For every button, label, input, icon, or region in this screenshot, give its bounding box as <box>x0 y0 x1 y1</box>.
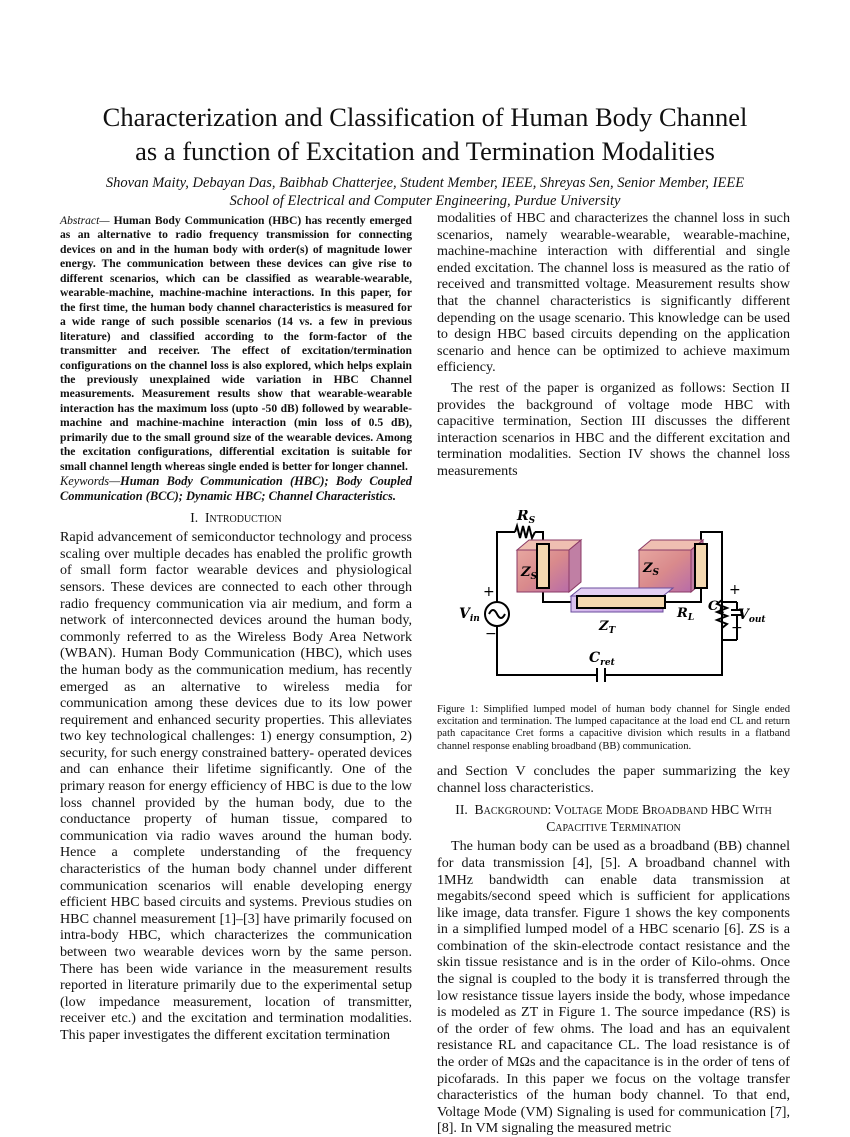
title-line-2: as a function of Excitation and Termination Modalities <box>135 136 715 166</box>
keywords-text: Human Body Communication (HBC); Body Coupled Communication (BCC); Dynamic HBC; Channel Characteristics. <box>60 474 412 504</box>
vout-minus: − <box>731 619 743 636</box>
vin-plus: + <box>483 583 495 600</box>
author-block <box>40 174 810 210</box>
abstract <box>60 214 412 474</box>
figure-1 <box>437 510 790 690</box>
abstract-text: Human Body Communication (HBC) has recently emerged as an alternative to radio frequency transmission for connecting devices on and in the human body with order(s) of magnitude lower energy. The communication between these devices can give rise to different scenarios, which can be classified as wearable-wearable, wearable-machine, machine-machine interactions. In this paper, for the first time, the human body channel characteristics is measured for a wide range of such possible scenarios (14 vs. a few in previous literature) and classified according to the form-factor of the transmitter and receiver. The effect of excitation/termination configurations on the channel loss is also explored, which helps explain the previously unexplained wide variation in HBC Channel measurements. Measurement results show that wearable-wearable interaction has the maximum loss (upto -50 dB) followed by wearable-machine and machine-machine interaction (min loss of 0.5 dB), primarily due to the small ground size of the wearable devices. Among the excitation configurations, differential excitation is suitable for small channel length whereas single ended is better for longer channel. <box>60 214 412 473</box>
keywords <box>60 474 412 504</box>
paper-title <box>40 100 810 168</box>
figure-1-caption: Figure 1: Simplified lumped model of human body channel for Single ended excitation and termination. The lumped capacitance at the load end CL and return path capacitance Cret forms a capacitive division which results in a flatband channel response enabling broadband (BB) communication. <box>437 703 790 752</box>
label-vin: $V_{in}$ <box>459 605 480 624</box>
label-rl: $R_L$ <box>677 605 695 623</box>
label-cl: $C_L$ <box>708 598 725 616</box>
vin-minus: − <box>485 625 497 642</box>
voltage-source <box>485 602 509 626</box>
author-affiliation: School of Electrical and Computer Engineering, Purdue University <box>229 193 621 209</box>
title-line-1: Characterization and Classification of Human Body Channel <box>102 102 748 132</box>
right-paragraph-3: and Section V concludes the paper summarizing the key channel loss characteristics. <box>437 763 790 796</box>
section-1-heading <box>60 509 412 526</box>
author-names: Shovan Maity, Debayan Das, Baibhab Chatterjee, Student Member, IEEE, Shreyas Sen, Senior Member, IEEE <box>105 175 745 191</box>
label-zt: $Z_T$ <box>599 618 616 636</box>
circuit-diagram <box>437 510 790 690</box>
label-vout: $V_{out}$ <box>738 606 766 625</box>
label-zs-left: $Z_S$ <box>521 564 537 582</box>
section-2-title-1: Background: Voltage Mode Broadband HBC With <box>474 802 772 818</box>
right-paragraph-2: The rest of the paper is organized as follows: Section II provides the background of voltage mode HBC with capacitive termination, Section III discusses the different interaction scenarios in HBC and the different excitation and termination modalities. Section IV shows the channel loss measurements <box>437 379 790 479</box>
section-1-title: Introduction <box>204 510 282 526</box>
keywords-label: Keywords— <box>60 474 121 489</box>
vout-plus: + <box>729 581 741 598</box>
abstract-lead: Abstract— <box>60 214 110 227</box>
zt-block <box>571 588 673 612</box>
section-2-heading <box>437 801 790 835</box>
intro-paragraph: Rapid advancement of semiconductor technology and process scaling over multiple decades has enabled the prolific growth of small form factor wearable devices and physiological sensors. These devices are connected to each other through radio frequency communication via air medium, and form a network of interconnected devices around the human body, commonly referred to as the Wireless Body Area Network (WBAN). Human Body Communication (HBC), which uses the human body as the communication medium, has recently emerged as an alternative to wireless media for communication among these devices due to its low power requirement and enhanced security properties. This alleviates two key technological challenges: 1) energy consumption, 2) security, for such energy constrained battery- operated devices and can enhance their lifetime significantly. One of the primary reason for energy efficiency of HBC is due to the low loss channel provided by the human body, due to the conductance property of human tissue, compared to communication via radio waves around the human body. Hence a complete understanding of the frequency characteristics of the human body channel under different communication scenarios will enable developing energy efficient HBC based circuits and systems. Previous studies on HBC channel measurement [1]–[3] have primarily focused on intra-body HBC, which characterizes the communication between two wearable devices worn by the same person. There has been wide variance in the measurement results reported in literature primarily due to the experimental setup (low impedance measurement, location of transmitter, receiver etc.) and the excitation and termination modalities. This paper investigates the different excitation termination <box>60 529 412 1043</box>
section-2-title-2: Capacitive Termination <box>546 819 681 835</box>
right-paragraph-1: modalities of HBC and characterizes the channel loss in such scenarios, namely wearable-wearable, wearable-machine, machine-machine interaction with differential and single ended excitation. The channel loss is measured as the ratio of received and transmitted voltage. Measurement results show that the channel characteristics is significantly different depending on the usage scenario. This knowledge can be used to design HBC based circuits depending on the application scenario and hence can be optimized to achieve maximum efficiency. <box>437 210 790 376</box>
left-column <box>60 214 412 1044</box>
label-rs: $R_S$ <box>517 509 536 526</box>
return-capacitor <box>597 668 605 682</box>
right-paragraph-4: The human body can be used as a broadband (BB) channel for data transmission [4], [5]. A broadband channel with 1MHz bandwidth can enable data transmission at megabits/second speed which is sufficient for applications like image, data transfer. Figure 1 shows the key components in a simplified lumped model of a HBC scenario [6]. ZS is a combination of the skin-electrode contact resistance and the skin tissue resistance and is in the order of Kilo-ohms. Once the signal is coupled to the body it is transferred through the low resistance tissue layers inside the body, whose impedance is modeled as ZT in Figure 1. The source impedance (RS) is of the order of few ohms. The load and has an equivalent resistance RL and capacitance CL. The load resistance is of the order of MΩs and the capacitance is in the order of tens of picofarads. In this paper we focus on the voltage transfer characteristics of the human body channel. To that end, Voltage Mode (VM) Signaling is used for communication [7], [8]. In VM signaling the measured metric <box>437 838 790 1137</box>
right-column <box>437 210 790 1137</box>
section-1-number: I. <box>190 510 199 526</box>
source-resistor <box>515 526 535 538</box>
label-zs-right: $Z_S$ <box>643 560 659 578</box>
label-cret: $C_{ret}$ <box>589 649 615 668</box>
section-2-number: II. <box>455 802 468 818</box>
